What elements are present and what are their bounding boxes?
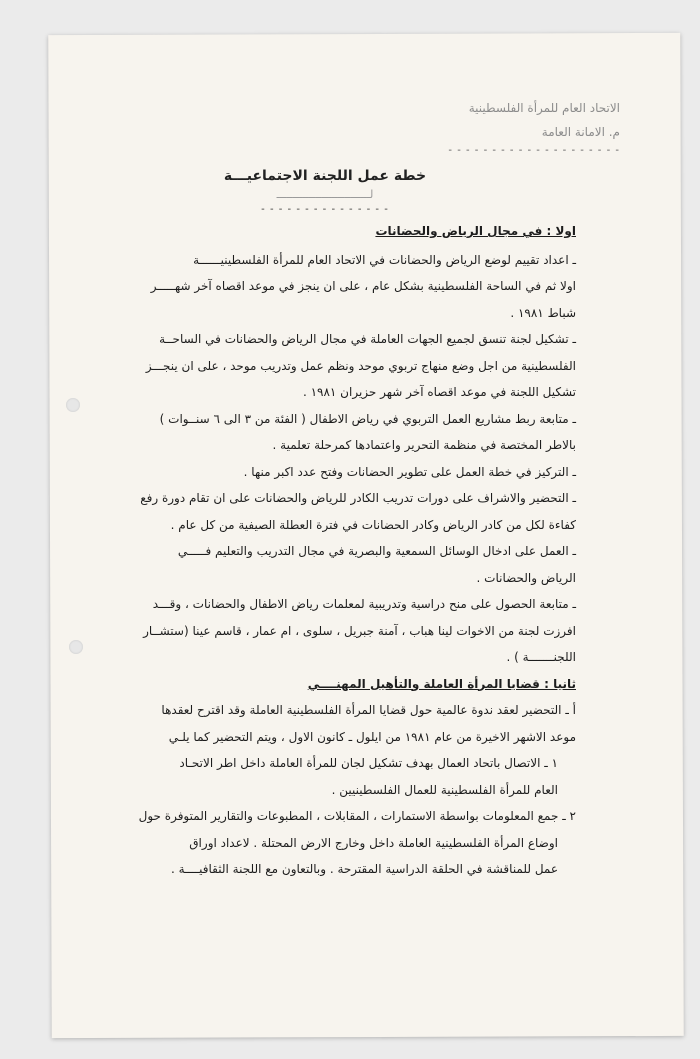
- letterhead-line-2: م. الامانة العامة: [541, 125, 620, 139]
- text-line: موعد الاشهر الاخيرة من عام ١٩٨١ من ايلول ـ كانون الاول ، ويتم التحضير كما يلـي: [168, 729, 576, 744]
- document-subtitle: لـــــــــــــــــــــــــــــ: [276, 188, 374, 201]
- text-line: افرزت لجنة من الاخوات لينا هباب ، آمنة جبريل ، سلوى ، ام عمار ، قاسم عينا (ستشــار: [143, 623, 576, 638]
- letterhead-line-1: الاتحاد العام للمرأة الفلسطينية: [468, 101, 620, 115]
- text-line: تشكيل اللجنة في موعد اقصاه آخر شهر حزيران ١٩٨١ .: [302, 385, 576, 399]
- section-1-heading: اولا : في مجال الرياض والحضانات: [375, 224, 576, 238]
- text-line: ـ العمل على ادخال الوسائل السمعية والبصرية في مجال التدريب والتعليم فـــــي: [177, 544, 576, 558]
- text-line: أ ـ التحضير لعقد ندوة عالمية حول قضايا المرأة الفلسطينية العاملة وقد اقترح لعقدها: [161, 703, 576, 717]
- text-line: ١ ـ الاتصال باتحاد العمال بهدف تشكيل لجان للمرأة العاملة داخل اطر الاتحـاد: [179, 756, 558, 770]
- text-line: ٢ ـ جمع المعلومات بواسطة الاستمارات ، المقابلات ، المطبوعات والتقارير المتوفرة حول: [138, 809, 576, 823]
- section-2-heading: ثانيا : قضايا المرأة العاملة والتأهيل المهنــــي: [307, 676, 576, 691]
- text-line: اوضاع المرأة الفلسطينية العاملة داخل وخارج الارض المحتلة . لاعداد اوراق: [189, 835, 558, 850]
- text-line: ـ متابعة ربط مشاريع العمل التربوي في رياض الاطفال ( الفئة من ٣ الى ٦ سنــوات ): [159, 411, 576, 426]
- text-line: ـ اعداد تقييم لوضع الرياض والحضانات في الاتحاد العام للمرأة الفلسطينيــــــة: [193, 252, 576, 267]
- title-rule: - - - - - - - - - - - - - - -: [261, 204, 389, 215]
- text-line: عمل للمناقشة في الحلقة الدراسية المقترحة . وبالتعاون مع اللجنة الثقافيــــة .: [171, 862, 558, 876]
- text-line: شباط ١٩٨١ .: [510, 305, 576, 320]
- text-line: كفاءة لكل من كادر الرياض وكادر الحضانات في فترة العطلة الصيفية من كل عام .: [170, 517, 576, 532]
- text-line: الرياض والحضانات .: [476, 570, 576, 585]
- letterhead: [390, 96, 620, 158]
- text-line: ـ متابعة الحصول على منح دراسية وتدريبية لمعلمات رياض الاطفال والحضانات ، وقـــد: [152, 597, 576, 611]
- text-line: اللجنـــــــة ) .: [506, 650, 576, 664]
- text-line: الفلسطينية من اجل وضع منهاج تربوي موحد ونظم عمل وتدريب موحد ، على ان ينجـــز: [145, 358, 576, 373]
- text-line: ـ تشكيل لجنة تنسق لجميع الجهات العاملة في مجال الرياض والحضانات في الساحــة: [159, 332, 576, 346]
- document-title: خطة عمل اللجنة الاجتماعيـــة: [223, 168, 427, 184]
- text-line: اولا ثم في الساحة الفلسطينية بشكل عام ، على ان ينجز في موعد اقصاه آخر شهـــــر: [150, 279, 576, 293]
- letterhead-rule: - - - - - - - - - - - - - - - - - - - -: [448, 145, 620, 156]
- text-line: بالاطر المختصة في منظمة التحرير واعتمادها كمرحلة تعلمية .: [272, 438, 576, 452]
- text-line: ـ التحضير والاشراف على دورات تدريب الكادر للرياض والحضانات على ان تقام دورة رفع: [140, 491, 576, 505]
- document-body: [60, 218, 576, 883]
- text-line: ـ التركيز في خطة العمل على تطوير الحضانات وفتح عدد اكبر منها .: [243, 464, 576, 479]
- text-line: العام للمرأة الفلسطينية للعمال الفلسطينيين .: [331, 782, 558, 797]
